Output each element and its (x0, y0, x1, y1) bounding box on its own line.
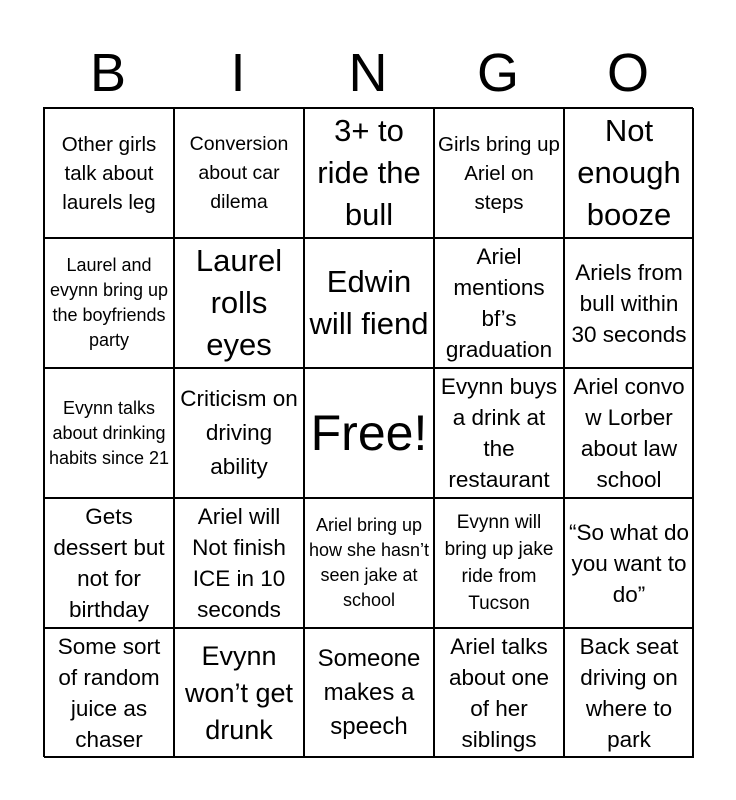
bingo-cell[interactable] (304, 238, 434, 368)
bingo-board (43, 107, 693, 757)
cell-text: Gets dessert but not for birthday (53, 504, 165, 622)
cell-text: Girls bring up Ariel on steps (438, 132, 560, 214)
bingo-cell[interactable] (564, 628, 694, 758)
cell-text: Laurel rolls eyes (195, 243, 283, 362)
cell-text: Evynn buys a drink at the restaurant (440, 374, 558, 492)
bingo-cell[interactable] (44, 628, 174, 758)
cell-text: Laurel and evynn bring up the boyfriends party (49, 255, 169, 350)
cell-text: Evynn will bring up jake ride from Tucson (444, 512, 554, 614)
bingo-cell[interactable] (564, 498, 694, 628)
header-letter-i: I (230, 43, 246, 103)
header-letter-n: N (348, 43, 388, 103)
cell-text: Someone makes a speech (317, 645, 421, 740)
cell-text: Back seat driving on where to park (579, 634, 679, 752)
cell-text: “So what do you want to do” (568, 519, 690, 607)
bingo-cell[interactable] (174, 238, 304, 368)
bingo-cell[interactable] (304, 498, 434, 628)
cell-text: Ariel bring up how she hasn’t seen jake at school (308, 515, 430, 610)
bingo-cell[interactable] (564, 368, 694, 498)
header-letter-o: O (606, 43, 649, 103)
bingo-cell[interactable] (434, 498, 564, 628)
bingo-cell[interactable] (174, 368, 304, 498)
cell-text: Evynn talks about drinking habits since 21 (48, 397, 170, 468)
bingo-cell[interactable] (174, 498, 304, 628)
free-space-cell[interactable] (304, 368, 434, 498)
bingo-cell[interactable] (44, 498, 174, 628)
bingo-cell[interactable] (174, 628, 304, 758)
bingo-cell[interactable] (434, 368, 564, 498)
bingo-cell[interactable] (174, 108, 304, 238)
bingo-cell[interactable] (434, 238, 564, 368)
cell-text: Evynn won’t get drunk (184, 640, 294, 745)
bingo-cell[interactable] (564, 108, 694, 238)
bingo-cell[interactable] (564, 238, 694, 368)
free-space-text: Free! (310, 405, 428, 461)
cell-text: Not enough booze (577, 113, 681, 232)
cell-text: Ariel talks about one of her siblings (448, 634, 550, 752)
header-letter-g: G (476, 43, 519, 103)
cell-text: Criticism on driving ability (180, 386, 298, 479)
cell-text: Ariel convo w Lorber about law school (573, 374, 685, 492)
bingo-cell[interactable] (434, 108, 564, 238)
cell-text: Other girls talk about laurels leg (61, 132, 157, 214)
cell-text: Some sort of random juice as chaser (57, 634, 161, 752)
cell-text: Edwin will fiend (309, 264, 429, 341)
bingo-cell[interactable] (434, 628, 564, 758)
bingo-cell[interactable] (44, 108, 174, 238)
cell-text: Conversion about car dilema (189, 132, 289, 213)
bingo-cell[interactable] (304, 628, 434, 758)
bingo-cell[interactable] (304, 108, 434, 238)
cell-text: 3+ to ride the bull (317, 113, 421, 232)
bingo-header (43, 40, 693, 106)
cell-text: Ariel mentions bf’s graduation (445, 244, 553, 362)
cell-text: Ariels from bull within 30 seconds (571, 259, 687, 347)
cell-text: Ariel will Not finish ICE in 10 seconds (192, 504, 286, 622)
bingo-cell[interactable] (44, 238, 174, 368)
header-letter-b: B (89, 43, 127, 103)
bingo-cell[interactable] (44, 368, 174, 498)
